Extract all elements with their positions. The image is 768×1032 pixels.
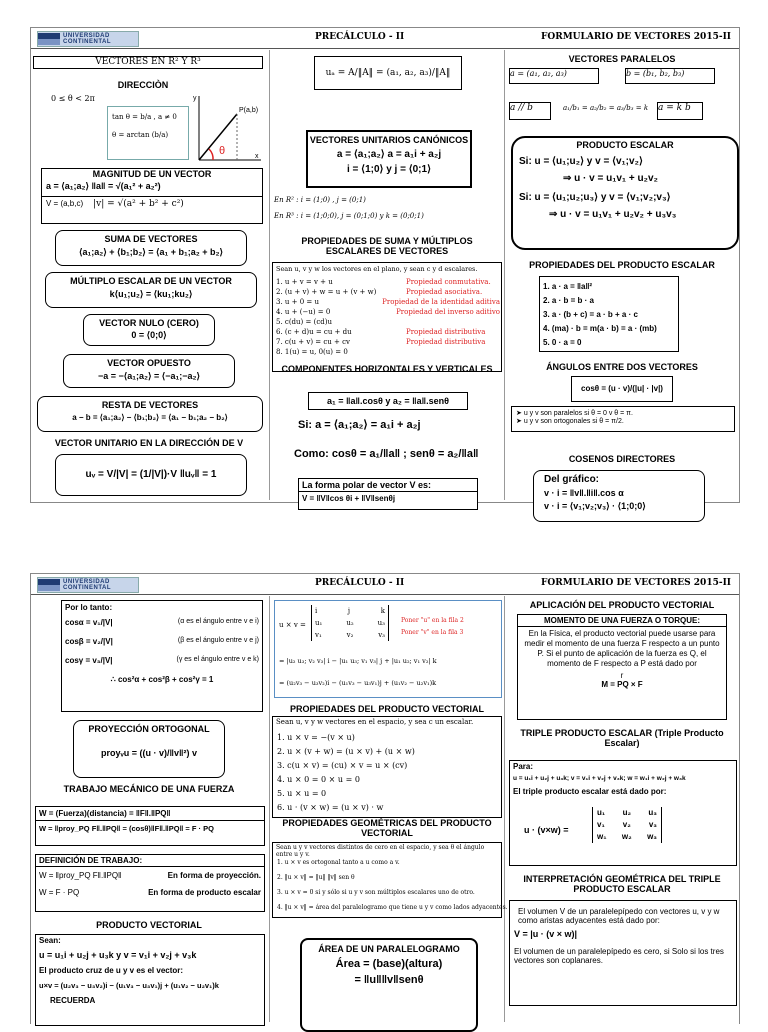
scalar-multiple-box: MÚLTIPLO ESCALAR DE UN VECTOR k⟨u₁;u₂⟩ = ⟨ku₁;ku₂⟩: [45, 272, 257, 308]
r3-canonical: En R³ : i = (1;0;0), j = (0;1;0) y k = (0;0;1): [274, 212, 424, 220]
matrix-cell: k: [380, 607, 385, 615]
matrix-cell: u₂: [346, 619, 354, 627]
vector-subtraction-box: RESTA DE VECTORES a − b = ⟨a₁;a₂⟩ − ⟨b₁;b₂⟩ = ⟨a₁ − b₁;a₂ − b₂⟩: [37, 396, 263, 432]
dot-product-box: PRODUCTO ESCALAR Si: u = ⟨u₁;u₂⟩ y v = ⟨v₁;v₂⟩ ⇒ u · v = u₁v₁ + u₂v₂ Si: u = ⟨u₁;u₂;u₃⟩ y v = ⟨v₁;v₂;v₃⟩ ⇒ u · v = u₁v₁ + u₂v₂ + u₃v₃: [511, 136, 739, 250]
cross-property: 1. u × v = −(v × u): [277, 733, 355, 742]
cross-property: 4. u × 0 = 0 × u = 0: [277, 775, 360, 784]
cross-property: 3. c(u × v) = (cu) × v = u × (cv): [277, 761, 408, 770]
dot-property: 1. a · a = ‖a‖²: [543, 282, 593, 291]
matrix-cell: w₁: [597, 832, 607, 841]
direction-title: DIRECCIÒN: [117, 80, 169, 90]
dot-property: 2. a · b = b · a: [543, 296, 594, 305]
triple-product-box: Para: u = u₁i + u₂j + u₃k; v = v₁i + v₂j + v₃k; w = w₁i + w₂j + w₃k El triple producto escalar está dado por: u · (v×w) = u₁ u₂ u₃ v₁ v₂ v₃ w₁ w₂ w₃: [509, 760, 737, 866]
property-row: [276, 297, 500, 307]
x-axis-label: x: [255, 153, 259, 160]
property-row: [276, 287, 500, 297]
parallel-b: b = (b₁, b₂, b₃): [625, 68, 715, 84]
angle-title: ÁNGULOS ENTRE DOS VECTORES: [546, 362, 698, 372]
matrix-cell: u₃: [377, 619, 385, 627]
parallel-title: VECTORES PARALELOS: [568, 54, 676, 64]
property-name: Propiedad conmutativa.: [406, 278, 491, 286]
geometric-property: 2. ‖u × v‖ = ‖u‖ ‖v‖ sen θ: [277, 874, 355, 881]
document-title: FORMULARIO DE VECTORES 2015-II: [540, 32, 731, 42]
page-header: [31, 574, 739, 595]
angle-notes: ➤ u y v son paralelos si θ = 0 v θ = π. ➤ u y v son ortogonales si θ = π/2.: [511, 406, 735, 432]
components-if: Si: a = ⟨a₁;a₂⟩ = a₁i + a₂j: [298, 419, 421, 431]
matrix-cell: u₂: [622, 808, 632, 817]
property-text: 6. (c + d)u = cu + du: [276, 328, 352, 336]
property-row: [276, 327, 500, 337]
cross-property: 5. u × u = 0: [277, 789, 327, 798]
direction-formula-box: tan θ = b/a , a ≠ 0 θ = arctan (b/a): [107, 106, 189, 160]
direction-cosines-box: Del gráfico: v · i = ‖v‖.‖i‖.cos α v · i = ⟨v₁;v₂;v₃⟩ · ⟨1;0;0⟩: [533, 470, 705, 522]
property-text: 7. c(u + v) = cu + cv: [276, 338, 350, 346]
property-row: [276, 347, 500, 357]
volume-box: El volumen V de un paralelepípedo con vectores u, v y w como aristas adyacentes está dado por: V = |u · (v × w)| El volumen de un paralelepípedo es cero, si Solo si los tres vectores son coplanares.: [509, 900, 737, 1006]
matrix-cell: v₂: [346, 631, 354, 639]
geometric-property: 4. ‖u × v‖ = área del paralelogramo que tiene u y v como lados adyacentes.: [277, 904, 508, 911]
components-as: Como: cosθ = a₁/‖a‖ ; senθ = a₂/‖a‖: [294, 448, 479, 460]
cross-properties-title: PROPIEDADES DEL PRODUCTO VECTORIAL: [289, 704, 485, 714]
vector-sum-box: SUMA DE VECTORES ⟨a₁;a₂⟩ + ⟨b₁;b₂⟩ = ⟨a₁ + b₁;a₂ + b₂⟩: [55, 230, 247, 266]
geometric-interpretation-title: INTERPRETACIÓN GEOMÉTRICA DEL TRIPLE PRODUCTO ESCALAR: [523, 874, 721, 894]
angle-range: 0 ≤ θ < 2π: [51, 94, 95, 103]
cross-property: 6. u · (v × w) = (u × v) · w: [277, 803, 384, 812]
matrix-row: [315, 629, 385, 641]
components-title: COMPONENTES HORIZONTALES Y VERTICALES: [281, 364, 493, 374]
sum-properties-title: PROPIEDADES DE SUMA Y MÚLTIPLOS ESCALARES DE VECTORES: [301, 236, 473, 256]
matrix-cell: v₂: [622, 820, 631, 829]
torque-box: MOMENTO DE UNA FUERZA O TORQUE: En la Física, el producto vectorial puede usarse para medir el momento de una fuerza F respecto a un punto P. Si el punto de aplicación de la fuerza es Q, el momento de F respecto a P está dado por r M = PQ × F: [517, 614, 727, 720]
property-row: [276, 307, 500, 317]
property-text: 1. u + v = v + u: [276, 278, 333, 286]
magnitude-box: MAGNITUD DE UN VECTOR a = ⟨a₁;a₂⟩ ‖a‖ = √(a₁² + a₂²) V = (a,b,c) |v| = √(a² + b² + c²): [41, 168, 263, 224]
cross-product-box: Sean: u = u₁i + u₂j + u₃k y v = v₁i + v₂j + v₃k El producto cruz de u y v es el vector: u×v = (u₂v₃ − u₃v₂)i − (u₁v₃ − u₃v₁)j + (u₁v₂ − u₂v₁)k RECUERDA: [35, 934, 265, 1026]
university-logo: UNIVERSIDAD CONTINENTAL: [37, 31, 139, 47]
opposite-vector-box: VECTOR OPUESTO −a = −⟨a₁;a₂⟩ = ⟨−a₁;−a₂⟩: [63, 354, 235, 388]
property-row: [276, 337, 500, 347]
geometric-property: 3. u × v = 0 si y sólo si u y v son múltiplos escalares uno de otro.: [277, 889, 475, 896]
matrix-row: [597, 831, 657, 843]
geometric-properties-box: Sean u y v vectores distintos de cero en el espacio, y sea θ el ángulo entre u y v. 1. u × v es ortogonal tanto a u como a v. 2. ‖u × v‖ = ‖u‖ ‖v‖ sen θ 3. u × v = 0 si y sólo si u y v son múltiplos escalares uno de otro. 4. ‖u × v‖ = área del paralelogramo que tiene u y v como lados adyacentes.: [272, 842, 502, 918]
matrix-cell: j: [347, 607, 351, 615]
cross-product-determinant: u × v = i j k u₁ u₂ u₃ v₁ v₂ v₃ Poner "u" en la fila 2 Poner "v" en la fila 3 = |u₂ u₃; v₂ v₃| i − |u₁ u₃; v₁ v₃| j + |u₁ u₂; v₁ v₂| k = (u₂v₃ − u₃v₂)i − (u₁v₃ − u₃v₁)j + (u₁v₂ − u₂v₁)k: [274, 600, 502, 698]
property-name: Propiedad distributiva: [406, 338, 486, 346]
direction-cosines-box: Por lo tanto: cosα = v₁/|V| (α es el ángulo entre v e i) cosβ = v₂/|V| (β es el ángulo entre v e j) cosγ = v₃/|V| (γ es el ángulo entre v e k) ∴ cos²α + cos²β + cos²γ = 1: [61, 600, 263, 712]
unit-vector-formula: uₐ = A/‖A‖ = (a₁, a₂, a₃)/‖A‖: [314, 56, 462, 90]
property-text: 8. 1(u) = u, 0(u) = 0: [276, 348, 348, 356]
unit-vector-box: uᵥ = V/|V| = (1/|V|)·V ‖uᵥ‖ = 1: [55, 454, 247, 496]
property-name: Propiedad asociativa.: [406, 288, 483, 296]
vectors-title: VECTORES EN R² Y R³: [33, 56, 263, 69]
dot-properties-list: [539, 276, 679, 352]
document-title: FORMULARIO DE VECTORES 2015-II: [540, 578, 731, 588]
column-2: [269, 50, 505, 503]
parallel-k: a = k b: [657, 102, 703, 120]
work-title: TRABAJO MECÁNICO DE UNA FUERZA: [63, 784, 235, 794]
parallelogram-area-box: ÁREA DE UN PARALELOGRAMO Área = (base)(altura) = ‖u‖‖v‖senθ: [300, 938, 478, 1032]
cross-product-title: PRODUCTO VECTORIAL: [96, 920, 202, 930]
point-label: P(a,b): [239, 107, 259, 114]
geometric-property: 1. u × v es ortogonal tanto a u como a v.: [277, 859, 400, 866]
triple-product-title: TRIPLE PRODUCTO ESCALAR (Triple Producto Escalar): [520, 728, 724, 748]
polar-form-box: La forma polar de vector V es: V = ‖V‖cos θi + ‖V‖senθj: [298, 478, 478, 510]
property-text: 2. (u + v) + w = u + (v + w): [276, 288, 377, 296]
null-vector-box: VECTOR NULO (CERO) 0 = ⟨0;0⟩: [83, 314, 215, 346]
property-name: Propiedad del inverso aditivo: [396, 308, 500, 316]
column-3: [507, 596, 737, 1022]
course-title: PRECÁLCULO - II: [315, 32, 405, 42]
matrix-cell: w₃: [647, 832, 657, 841]
university-logo: UNIVERSIDAD CONTINENTAL: [37, 577, 139, 593]
matrix-cell: w₂: [621, 832, 632, 841]
page-1: [30, 27, 740, 511]
matrix-row: [315, 605, 385, 617]
canonical-box: VECTORES UNITARIOS CANÓNICOS a = ⟨a₁;a₂⟩ a = a₁i + a₂j i = ⟨1;0⟩ y j = ⟨0;1⟩: [306, 130, 472, 188]
column-3: [507, 50, 737, 511]
sum-properties-table: Sean u, v y w los vectores en el plano, y sean c y d escalares. 1. u + v = v + u Propiedad conmutativa. 2. (u + v) + w = u + (v + w) Propiedad asociativa. 3. u + 0 = u Propiedad de la identidad aditiva 4. u + (−u) = 0 Propiedad del inverso aditivo 5. c(du) = (cd)u 6. (c + d)u = cu + du Propiedad distributiva 7. c(u + v) = cu + cv Propiedad distributiva 8. 1(u) = u, 0(u) = 0: [272, 262, 502, 372]
unit-vector-title: VECTOR UNITARIO EN LA DIRECCIÓN DE V: [54, 438, 244, 448]
geometric-properties-title: PROPIEDADES GEOMÉTRICAS DEL PRODUCTO VECTORIAL: [282, 818, 492, 838]
matrix-cell: u₃: [648, 808, 657, 817]
dot-properties-title: PROPIEDADES DEL PRODUCTO ESCALAR: [529, 260, 715, 270]
projection-box: PROYECCIÓN ORTOGONAL proyᵥu = ((u · v)/‖v‖²) v: [73, 720, 225, 778]
property-text: 3. u + 0 = u: [276, 298, 320, 306]
column-1: [33, 50, 265, 500]
matrix-cell: v₃: [648, 820, 657, 829]
dot-property: 4. (ma) · b = m(a · b) = a · (mb): [543, 324, 657, 333]
matrix-cell: v₁: [315, 631, 322, 639]
parallel-symbol: a // b: [509, 102, 551, 120]
work-box: W = (Fuerza)(distancia) = ‖F‖.‖PQ‖ W = ‖proy_PQ F‖.‖PQ‖ = (cosθ)‖F‖.‖PQ‖ = F · PQ: [35, 806, 265, 846]
column-2: [269, 596, 508, 1022]
direction-cosines-title: COSENOS DIRECTORES: [568, 454, 676, 464]
direction-diagram: [191, 92, 263, 164]
property-text: 5. c(du) = (cd)u: [276, 318, 332, 326]
course-title: PRECÁLCULO - II: [315, 578, 405, 588]
property-text: 4. u + (−u) = 0: [276, 308, 331, 316]
page-2: [30, 573, 740, 1024]
page-header: [31, 28, 739, 49]
components-formula: a₁ = ‖a‖.cosθ y a₂ = ‖a‖.senθ: [308, 392, 468, 410]
matrix-cell: v₁: [597, 820, 605, 829]
matrix-cell: v₃: [378, 631, 385, 639]
matrix-cell: i: [315, 607, 318, 615]
parallel-ratio: a₁/b₁ = a₂/b₂ = a₃/b₃ = k: [563, 104, 649, 112]
matrix-row: [597, 807, 657, 819]
application-title: APLICACIÓN DEL PRODUCTO VECTORIAL: [529, 600, 715, 610]
column-1: [33, 596, 265, 1022]
matrix-row: [597, 819, 657, 831]
parallel-a: a = (a₁, a₂, a₃): [509, 68, 599, 84]
property-name: Propiedad de la identidad aditiva: [382, 298, 500, 306]
work-definition-box: DEFINICIÓN DE TRABAJO: W = ‖proy_PQ F‖.‖PQ‖ En forma de proyección. W = F · PQ En forma de producto escalar: [35, 854, 265, 912]
r2-canonical: En R² : i = (1;0) , j = (0;1): [274, 196, 366, 204]
property-row: [276, 317, 500, 327]
cross-property: 2. u × (v + w) = (u × v) + (u × w): [277, 747, 415, 756]
property-row: [276, 277, 500, 287]
angle-formula: cosθ = (u · v)/(|u| · |v|): [571, 376, 673, 402]
matrix-cell: u₁: [597, 808, 606, 817]
dot-property: 5. 0 · a = 0: [543, 338, 582, 347]
matrix-cell: u₁: [315, 619, 323, 627]
matrix-row: [315, 617, 385, 629]
cross-properties-box: Sean u, v y w vectores en el espacio, y sea c un escalar. 1. u × v = −(v × u) 2. u × (v + w) = (u × v) + (u × w) 3. c(u × v) = (cu) × v = u × (cv) 4. u × 0 = 0 × u = 0 5. u × u = 0 6. u · (v × w) = (u × v) · w: [272, 716, 502, 818]
theta-label: θ: [219, 145, 226, 157]
dot-property: 3. a · (b + c) = a · b + a · c: [543, 310, 638, 319]
property-name: Propiedad distributiva: [406, 328, 486, 336]
y-axis-label: y: [193, 95, 197, 102]
